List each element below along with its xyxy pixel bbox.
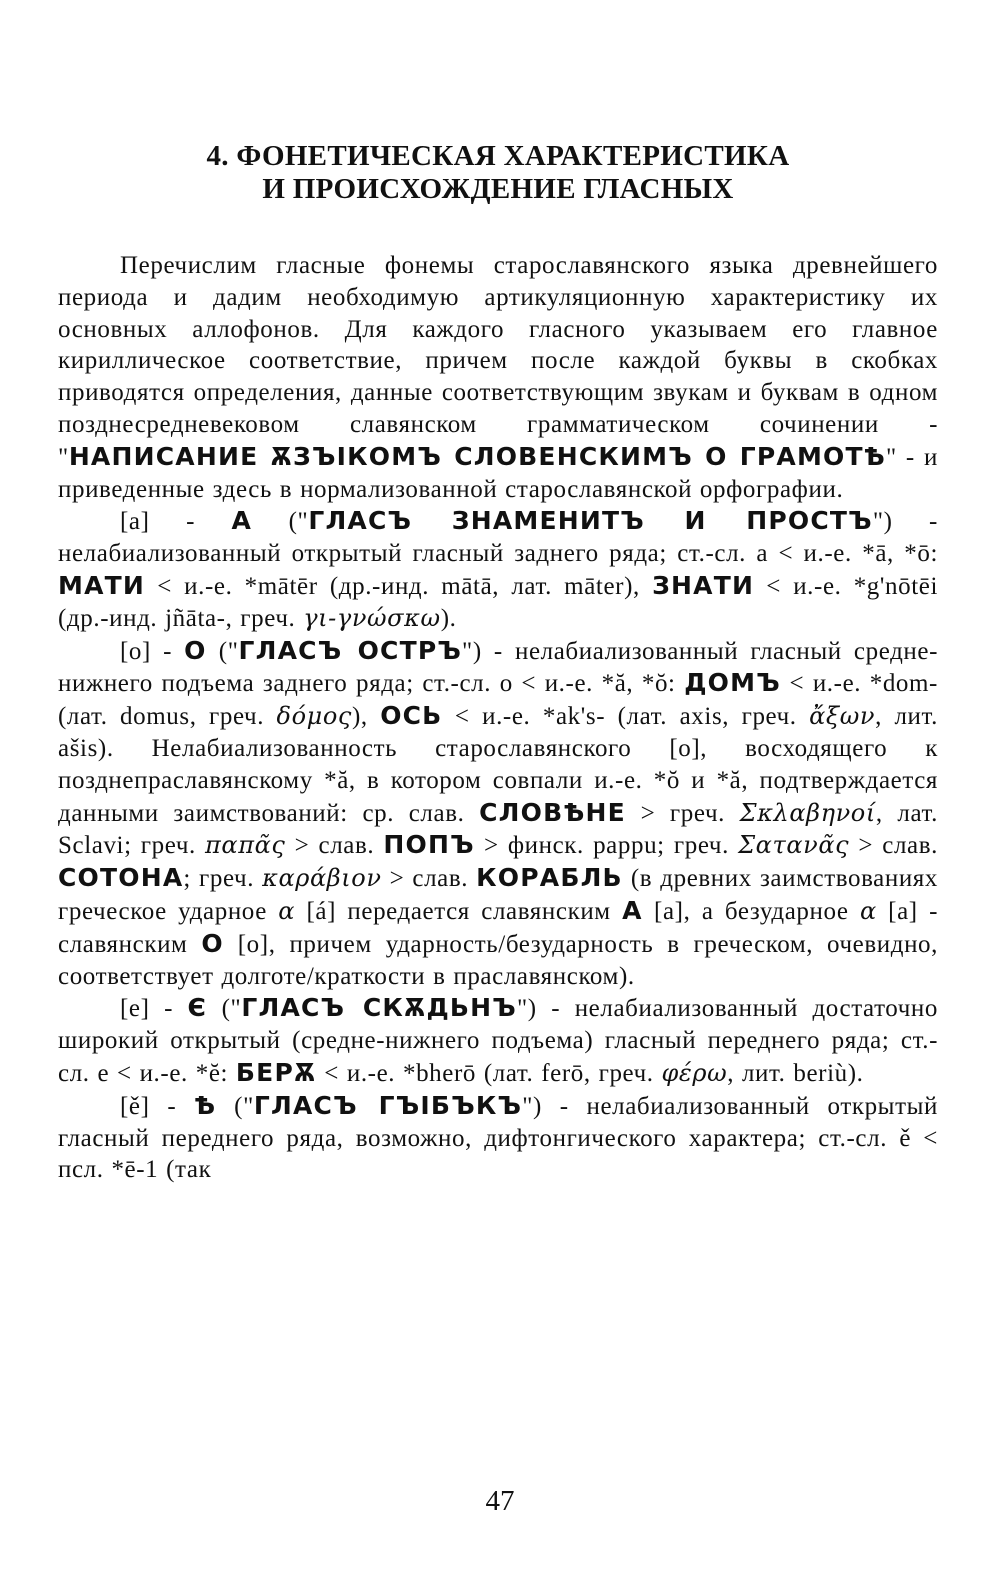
text: > греч. <box>625 799 740 827</box>
text: [ě] - <box>120 1092 195 1120</box>
slavonic-word: МАТИ <box>58 570 146 600</box>
text: (" <box>252 508 309 536</box>
text: ") - нелабиализованный открытый гласный заднего ряда; ст.-сл. а < и.-е. *ā, *ō: <box>58 508 938 568</box>
slavonic-definition: ГЛАСЪ ЗНАМЕНИТЪ И ПРОСТЪ <box>308 506 873 536</box>
text: ") - нелабиализованный гласный средне-нижнего подъема заднего ряда; ст.-сл. о < и.-е. *ă, *ŏ: <box>58 637 939 698</box>
text: > слав. <box>285 832 384 860</box>
slavonic-letter: А <box>622 895 643 925</box>
text: Перечислим гласные фонемы старославянского языка древнейшего периода и дадим необходимую артикуляционную характеристику их основных аллофонов. Для каждого гласного указываем его главное кириллическое соответствие, причем после каждой буквы в скобках приводятся определения, данные соответствующим звукам и буквам в одном позднесредневековом славянском грамматическом сочинении - " <box>58 252 938 471</box>
text: < и.-е. *dom- (лат. domus, греч. <box>58 670 938 731</box>
greek-word: Σατανᾶς <box>738 831 850 860</box>
paragraph-vowel-a <box>58 505 938 634</box>
text: > слав. <box>381 865 477 893</box>
slavonic-letter: О <box>184 635 207 665</box>
text: [e] - <box>120 995 188 1023</box>
slavonic-word: ЗНАТИ <box>652 570 755 600</box>
text: [a] - <box>120 508 232 536</box>
text: < и.-е. *mātēr (др.-инд. mātā, лат. māter), <box>145 572 653 600</box>
text: [á] передается славянским <box>295 897 623 925</box>
text: [a] - славянским <box>58 897 938 958</box>
text: ; греч. <box>183 865 263 893</box>
slavonic-word: ПОПЪ <box>383 830 475 860</box>
slavonic-word: СЛОВѢНЕ <box>479 797 626 827</box>
paragraph-vowel-e <box>58 992 938 1089</box>
slavonic-word: БЕРѪ <box>235 1057 317 1087</box>
greek-word: ἄξων <box>809 702 876 731</box>
text: > слав. <box>849 832 938 860</box>
slavonic-word: КОРАБЛЬ <box>476 863 623 893</box>
text: , лат. Sclavi; греч. <box>58 799 938 860</box>
greek-word: δόμος <box>276 702 352 731</box>
text: " - и приведенные здесь в нормализованной старославянской орфографии. <box>58 443 938 503</box>
text: ). <box>440 604 457 632</box>
text: , лит. beriù). <box>727 1059 864 1087</box>
greek-word: παπᾶς <box>205 831 286 860</box>
paragraph-vowel-o <box>58 635 938 993</box>
greek-letter: α <box>278 896 296 925</box>
text: < и.-е. *bherō (лат. ferō, греч. <box>316 1059 662 1087</box>
text: (" <box>216 1092 254 1120</box>
greek-word: γι-γνώσκω <box>303 603 441 632</box>
greek-word: φέρω <box>661 1058 728 1087</box>
slavonic-word: ОСЬ <box>380 701 443 731</box>
text: [o] - <box>120 637 185 665</box>
heading-line-1: 4. ФОНЕТИЧЕСКАЯ ХАРАКТЕРИСТИКА <box>206 140 790 172</box>
page-body <box>58 140 938 1186</box>
greek-word: καράβιον <box>262 864 382 893</box>
slavonic-letter: О <box>201 928 224 958</box>
text: (" <box>207 995 242 1023</box>
text: < и.-е. *ak's- (лат. axis, греч. <box>442 703 810 731</box>
slavonic-definition: ГЛАСЪ ОСТРЪ <box>238 635 463 665</box>
text: [a], а безударное <box>642 897 860 925</box>
slavonic-word: ДОМЪ <box>684 668 781 698</box>
greek-letter: α <box>859 896 877 925</box>
slavonic-definition: ГЛАСЪ ГЪIБЪКЪ <box>253 1090 523 1120</box>
slavonic-letter: Є <box>187 993 208 1023</box>
slavonic-letter: Ѣ <box>194 1090 217 1120</box>
text: (" <box>206 637 239 665</box>
slavonic-letter: А <box>231 506 253 536</box>
text: ") - нелабиализованный достаточно широкий открытый (средне-нижнего подъема) гласный переднего ряда; ст.-сл. е < и.-е. *ĕ: <box>58 995 938 1087</box>
text: , лит. ašis). Нелабиализованность старославянского [o], восходящего к позднепраславянскому *ă, в котором совпали и.-е. *ŏ и *ă, подтверждается данными заимствований: ср. слав. <box>58 703 938 827</box>
slavonic-definition: ГЛАСЪ СКѪДЬНЪ <box>241 993 517 1023</box>
slavonic-title: НАПИСАНИЕ ѪЗЪIКОМЪ СЛОВЕНСКИМЪ О ГРАМОТѢ <box>68 441 886 471</box>
text: (в древних заимствованиях греческое ударное <box>58 865 938 925</box>
page-number: 47 <box>485 1485 515 1517</box>
text: > финск. pappu; греч. <box>474 832 739 860</box>
text: ") - нелабиализованный открытый гласный переднего ряда, возможно, дифтонгического характера; ст.-сл. ě < псл. *ē-1 (так <box>58 1092 938 1184</box>
paragraph-vowel-yat <box>58 1090 938 1186</box>
greek-word: Σκλαβηνοί <box>739 798 876 827</box>
text: ), <box>351 703 381 731</box>
section-heading <box>58 140 938 206</box>
text: < и.-е. *g'nōtēi (др.-инд. jñāta-, греч. <box>58 572 938 632</box>
slavonic-word: СОТОНА <box>58 863 184 893</box>
paragraph-intro <box>58 250 938 505</box>
text: [o], причем ударность/безударность в греческом, очевидно, соответствует долготе/краткости в праславянском). <box>58 930 939 990</box>
heading-line-2: И ПРОИСХОЖДЕНИЕ ГЛАСНЫХ <box>262 173 734 205</box>
